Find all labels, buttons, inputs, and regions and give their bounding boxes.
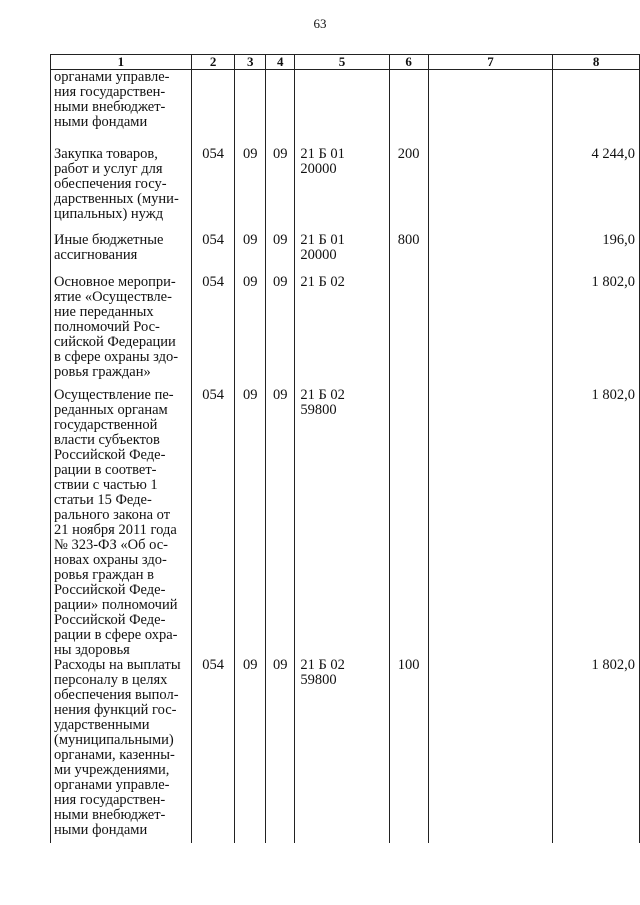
value-cell: 1 802,0 [553,275,640,388]
header-cell: 3 [235,55,266,70]
value-cell: 09 [235,658,266,843]
table-row [51,233,640,275]
item-name-cell: Иные бюджетные ассигнования [51,233,192,275]
value-cell: 054 [191,658,235,843]
value-cell: 09 [235,233,266,275]
value-cell: 054 [191,147,235,233]
value-cell: 09 [266,658,295,843]
value-cell [266,70,295,148]
table-row [51,70,640,148]
table-row [51,658,640,843]
value-cell: 100 [389,658,428,843]
value-cell: 09 [266,275,295,388]
value-cell: 09 [266,388,295,658]
value-cell: 21 Б 01 20000 [295,233,389,275]
header-cell: 4 [266,55,295,70]
value-cell: 09 [266,147,295,233]
header-cell: 8 [553,55,640,70]
value-cell [553,70,640,148]
header-cell: 1 [51,55,192,70]
value-cell [428,233,553,275]
value-cell [191,70,235,148]
item-name-cell: Расходы на выплаты персоналу в целях обеспечения выпол- нения функций гос- ударственными (муниципальными) органами, казенны- ми учреждениями, органами управле- ния государствен- ными внебюджет- ными фондами [51,658,192,843]
item-name-cell: Осуществление пе- реданных органам государственной власти субъектов Российской Феде- рации в соответ- ствии с частью 1 статьи 15 Феде- рального закона от 21 ноября 2011 года № 323-ФЗ «Об ос- новах охраны здо- ровья граждан в Российской Феде- рации» полномочий Российской Феде- рации в сфере охра- ны здоровья [51,388,192,658]
value-cell: 800 [389,233,428,275]
value-cell [235,70,266,148]
header-cell: 5 [295,55,389,70]
value-cell [389,388,428,658]
value-cell: 09 [235,147,266,233]
value-cell: 054 [191,275,235,388]
value-cell: 1 802,0 [553,658,640,843]
value-cell: 21 Б 02 59800 [295,658,389,843]
table-row [51,388,640,658]
table-row [51,275,640,388]
value-cell: 21 Б 02 [295,275,389,388]
value-cell: 054 [191,388,235,658]
value-cell [428,658,553,843]
value-cell: 054 [191,233,235,275]
value-cell [428,388,553,658]
value-cell: 21 Б 02 59800 [295,388,389,658]
value-cell [428,275,553,388]
header-cell: 6 [389,55,428,70]
value-cell [295,70,389,148]
value-cell: 200 [389,147,428,233]
value-cell: 1 802,0 [553,388,640,658]
item-name-cell: Основное меропри- ятие «Осуществле- ние переданных полномочий Рос- сийской Федерации в сфере охраны здо- ровья граждан» [51,275,192,388]
page-number: 63 [313,16,327,31]
value-cell: 09 [235,388,266,658]
item-name-cell: органами управле- ния государствен- ными внебюджет- ными фондами [51,70,192,148]
value-cell: 4 244,0 [553,147,640,233]
value-cell [428,70,553,148]
budget-table [50,54,640,843]
value-cell: 09 [266,233,295,275]
table-row [51,147,640,233]
value-cell: 21 Б 01 20000 [295,147,389,233]
header-cell: 2 [191,55,235,70]
value-cell: 09 [235,275,266,388]
header-cell: 7 [428,55,553,70]
value-cell [389,70,428,148]
item-name-cell: Закупка товаров, работ и услуг для обеспечения госу- дарственных (муни- ципальных) нужд [51,147,192,233]
value-cell [389,275,428,388]
value-cell [428,147,553,233]
table-header [51,55,640,70]
value-cell: 196,0 [553,233,640,275]
